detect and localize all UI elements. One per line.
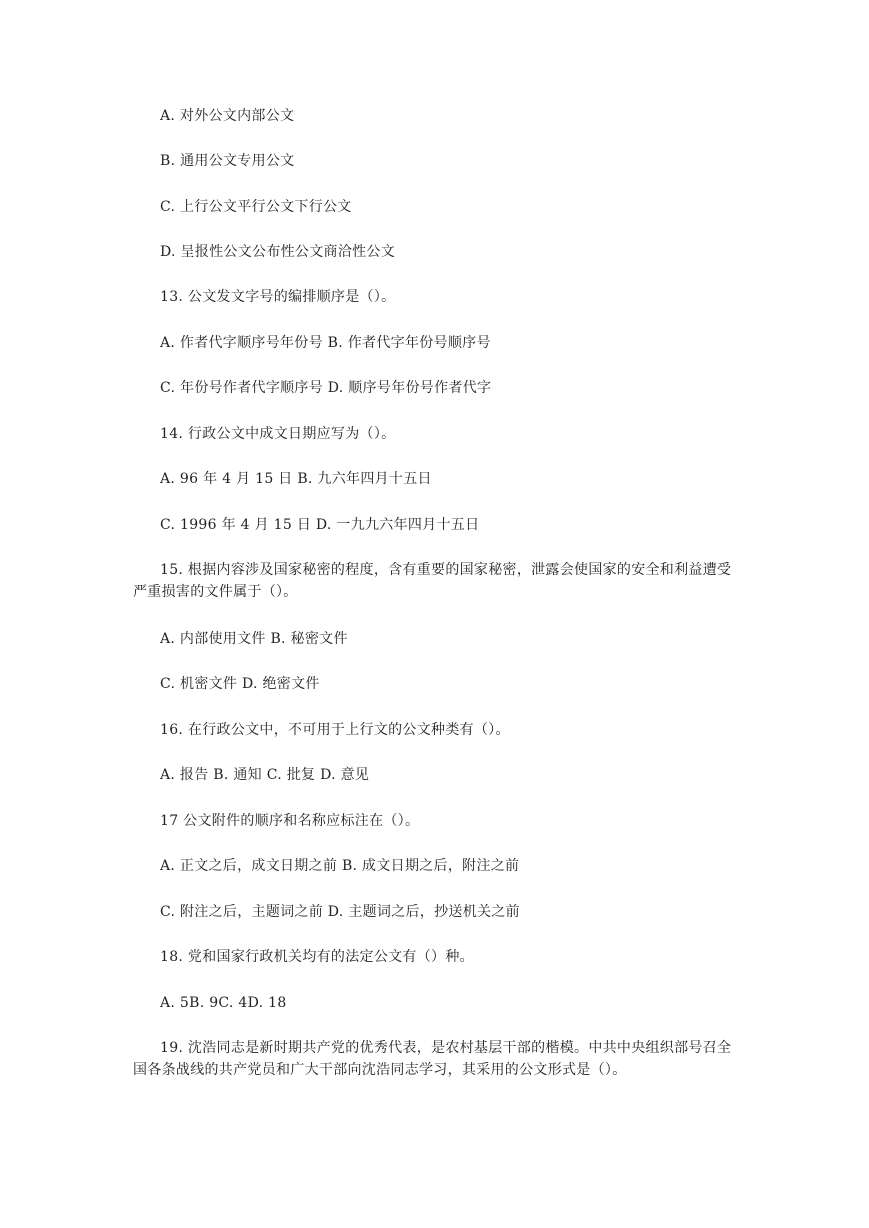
option-line: D. 呈报性公文公布性公文商洽性公文 (160, 244, 396, 260)
question-15: 15. 根据内容涉及国家秘密的程度，含有重要的国家秘密，泄露会使国家的安全和利益遭受严重损害的文件属于（）。 (133, 562, 732, 600)
question-13: 13. 公文发文字号的编排顺序是（）。 (160, 289, 396, 305)
question-17: 17 公文附件的顺序和名称应标注在（）。 (160, 813, 420, 829)
option-line: C. 年份号作者代字顺序号 D. 顺序号年份号作者代字 (160, 380, 492, 396)
question-18: 18. 党和国家行政机关均有的法定公文有（）种。 (160, 949, 474, 965)
question-19: 19. 沈浩同志是新时期共产党的优秀代表，是农村基层干部的楷模。中共中央组织部号召全国各条战线的共产党员和广大干部向沈浩同志学习，其采用的公文形式是（）。 (133, 1040, 732, 1078)
option-line: C. 附注之后，主题词之前 D. 主题词之后，抄送机关之前 (160, 904, 520, 920)
option-line: A. 作者代字顺序号年份号 B. 作者代字年份号顺序号 (160, 335, 491, 351)
option-line: A. 对外公文内部公文 (160, 108, 295, 124)
option-line: C. 机密文件 D. 绝密文件 (160, 676, 320, 692)
option-line: C. 上行公文平行公文下行公文 (160, 199, 352, 215)
option-line: A. 5B. 9C. 4D. 18 (160, 995, 287, 1011)
option-line: A. 正文之后，成文日期之前 B. 成文日期之后，附注之前 (160, 858, 520, 874)
option-line: B. 通用公文专用公文 (160, 153, 295, 169)
question-14: 14. 行政公文中成文日期应写为（）。 (160, 426, 396, 442)
option-line: A. 96 年 4 月 15 日 B. 九六年四月十五日 (160, 471, 432, 487)
option-line: A. 内部使用文件 B. 秘密文件 (160, 631, 348, 647)
option-line: C. 1996 年 4 月 15 日 D. 一九九六年四月十五日 (160, 517, 480, 533)
option-line: A. 报告 B. 通知 C. 批复 D. 意见 (160, 767, 370, 783)
question-16: 16. 在行政公文中，不可用于上行文的公文种类有（）。 (160, 722, 510, 738)
